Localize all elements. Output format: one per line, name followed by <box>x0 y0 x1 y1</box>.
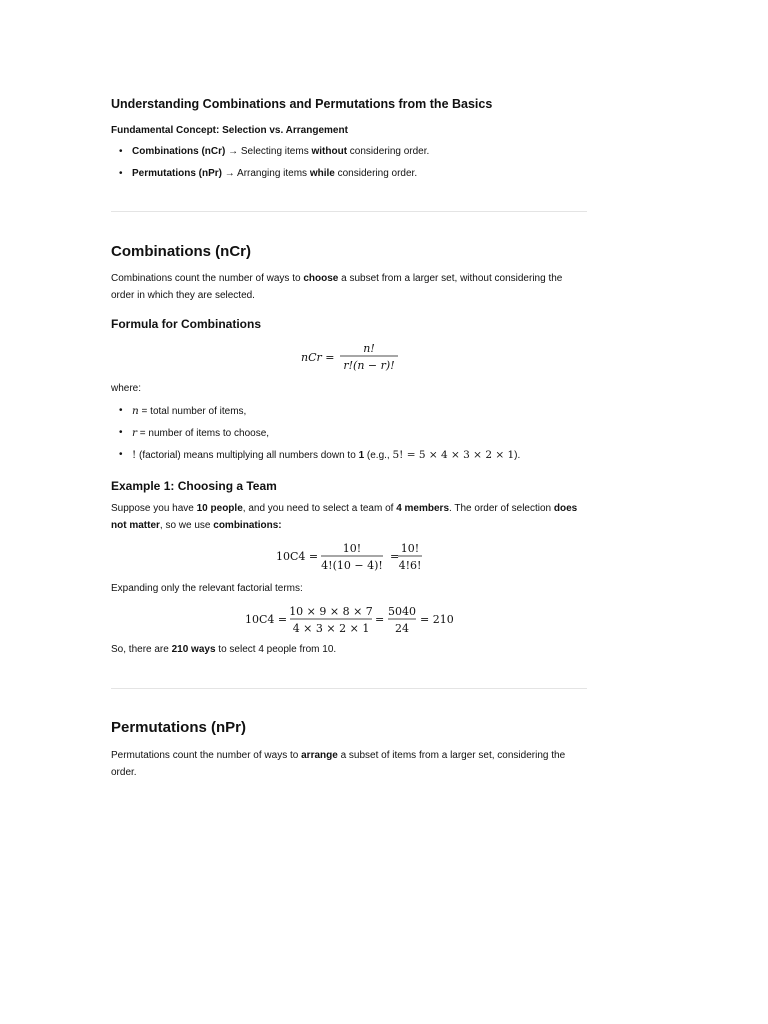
concept-heading: Fundamental Concept: Selection vs. Arrangement <box>111 125 348 136</box>
example1-formula <box>111 538 587 574</box>
formula-numerator: n! <box>363 342 375 355</box>
f1-num1: 10! <box>342 542 362 555</box>
concept-emph: while <box>309 168 335 179</box>
f2-den2: 24 <box>395 622 409 635</box>
example1-heading: Example 1: Choosing a Team <box>111 479 277 493</box>
f2-den1: 4 × 3 × 2 × 1 <box>292 622 370 635</box>
formula-denominator: r!(n − r)! <box>343 359 395 372</box>
concept-item-combinations <box>132 146 429 157</box>
combination-formula <box>111 338 587 374</box>
f2-eq: = <box>375 613 385 626</box>
f1-lhs: 10C4 = <box>276 550 319 563</box>
combinations-intro: Combinations count the number of ways to choose a subset from a larger set, without considering the order in which they are selected. <box>111 273 563 301</box>
f1-eq: = <box>390 550 400 563</box>
permutations-intro: Permutations count the number of ways to arrange a subset of items from a larger set, considering the order. <box>111 750 566 778</box>
f1-den1: 4!(10 − 4)! <box>321 559 383 572</box>
f2-num2: 5040 <box>388 605 416 618</box>
expand-text: Expanding only the relevant factorial terms: <box>111 583 303 594</box>
combinations-heading: Combinations (nCr) <box>111 243 251 260</box>
f2-result: = 210 <box>420 613 454 626</box>
f2-num1: 10 × 9 × 8 × 7 <box>289 605 373 618</box>
definition-factorial: • ! (factorial) means multiplying all numbers down to 1 (e.g., 5! = 5 × 4 × 3 × 2 × 1). <box>132 449 520 461</box>
example1-conclusion: So, there are 210 ways to select 4 people from 10. <box>111 644 337 655</box>
divider <box>111 211 587 212</box>
definition-r: • r = number of items to choose, <box>132 427 269 439</box>
example1-expanded-formula <box>111 601 587 637</box>
example1-text: Suppose you have 10 people, and you need to select a team of 4 members. The order of selection does not matter, so we use combinations: <box>111 503 578 531</box>
definition-n: • n = total number of items, <box>132 405 246 417</box>
concept-emph: without <box>311 146 348 157</box>
where-label: where: <box>111 383 142 394</box>
concept-term: Permutations (nPr) <box>132 168 223 179</box>
concept-text: → Selecting items <box>225 146 312 157</box>
divider <box>111 688 587 689</box>
concept-rest: considering order. <box>334 168 418 179</box>
formula-lhs: nCr = <box>301 351 335 364</box>
f1-num2: 10! <box>400 542 420 555</box>
permutations-heading: Permutations (nPr) <box>111 719 247 736</box>
page-title: Understanding Combinations and Permutations from the Basics <box>111 97 493 111</box>
concept-rest: considering order. <box>347 146 430 157</box>
concept-item-permutations <box>132 168 417 179</box>
f2-lhs: 10C4 = <box>245 613 288 626</box>
concept-term: Combinations (nCr) <box>132 146 226 157</box>
concept-text: → Arranging items <box>222 168 310 179</box>
formula-heading: Formula for Combinations <box>111 317 261 331</box>
f1-den2: 4!6! <box>398 559 422 572</box>
